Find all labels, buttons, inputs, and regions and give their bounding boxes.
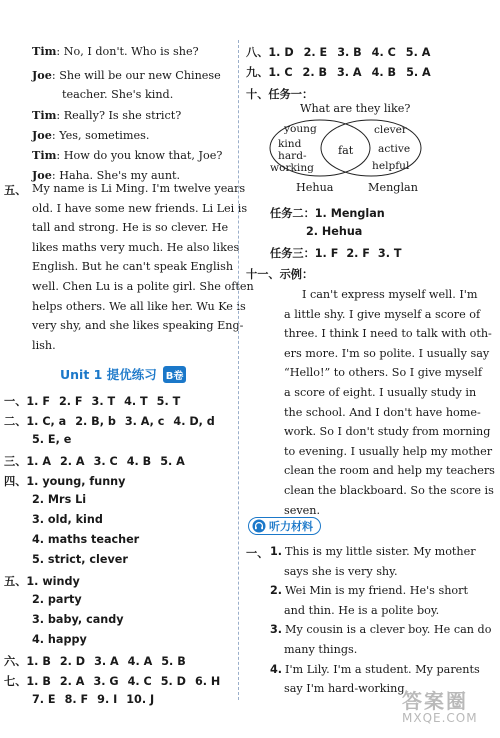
essay-line: a little shy. I give myself a score of (284, 307, 481, 321)
essay-line: a score of eight. I usually study in (284, 386, 477, 399)
answer-item: 3. baby, candy (32, 613, 124, 626)
answer-row (246, 64, 431, 80)
answer-item: 4. happy (32, 633, 87, 646)
answer-item: 3. A (94, 655, 119, 668)
answer-item: 5. E, e (32, 433, 72, 446)
answer-item: 2. Mrs Li (32, 493, 87, 506)
task-label: 任务二： (270, 207, 315, 220)
venn-question: What are they like? (300, 102, 411, 115)
dialogue-line (32, 108, 181, 122)
listening-text: My cousin is a clever boy. He can do (285, 623, 492, 637)
answer-item: 2. F (346, 247, 370, 260)
answer-item: 1. C, a (26, 415, 67, 428)
listening-text: This is my little sister. My mother (285, 545, 476, 558)
section-ten (246, 86, 313, 102)
passage-line: helps others. We all like her. Wu Ke is (32, 299, 246, 313)
answer-item: 8. F (64, 693, 89, 706)
answer-item: 1. F (314, 247, 339, 260)
answer-item: 3. old, kind (32, 513, 103, 526)
dialogue-text: : No, I don't. Who is she? (56, 45, 199, 58)
listening-number: 3. (270, 623, 283, 637)
task-two (270, 205, 385, 221)
answer-item: 10. J (126, 693, 155, 706)
venn-center-word: fat (338, 144, 354, 157)
answer-item: 1. B (26, 675, 51, 688)
dialogue-line (32, 44, 199, 58)
speaker-name: Tim (32, 148, 57, 162)
answer-item: 9. I (97, 693, 118, 706)
answer-row (32, 693, 154, 706)
answer-row (4, 653, 186, 669)
answer-row (32, 613, 124, 626)
answer-row (32, 593, 82, 606)
dialogue-text: : She will be our new Chinese (51, 69, 221, 82)
watermark-url: MXQE.COM (402, 711, 478, 725)
essay-line: clean the blackboard. So the score is (284, 484, 494, 497)
venn-left-ellipse (270, 120, 370, 176)
speaker-name: Joe (32, 68, 52, 82)
venn-right-word: active (378, 143, 411, 155)
answer-item: 4. D, d (173, 415, 215, 428)
listening-line (284, 643, 357, 656)
dialogue-line (32, 128, 149, 142)
section-marker: 十、 (246, 88, 269, 101)
answer-row (32, 553, 128, 566)
listening-line (284, 682, 408, 695)
answer-item: 1. A (26, 455, 51, 468)
essay-line: the school. And I don't have home- (284, 405, 481, 419)
dialogue-text: : How do you know that, Joe? (56, 149, 223, 162)
answer-item: 2. Hehua (306, 225, 363, 238)
answer-item: 1. D (268, 46, 294, 59)
answer-item: 7. E (32, 693, 56, 706)
answer-row (4, 573, 80, 589)
listening-number: 2. (270, 584, 283, 598)
listening-line (270, 545, 476, 558)
passage-line: well. Chen Lu is a polite girl. She often (32, 280, 254, 293)
section-marker: 四、 (4, 475, 27, 488)
essay-line: to evening. I usually help my mother (284, 444, 493, 458)
section-marker: 六、 (4, 655, 27, 668)
answer-item: 1. Menglan (314, 207, 385, 220)
venn-left-word: hard- (278, 150, 307, 162)
unit-heading-title: Unit 1 提优练习 (60, 367, 157, 382)
listening-line (284, 604, 439, 617)
answer-item: 2. A (59, 455, 85, 468)
answer-item: 1. windy (26, 575, 80, 588)
answer-row (32, 513, 103, 526)
passage-line: likes maths very much. He also likes (32, 240, 240, 254)
listening-text: say I'm hard-working. (284, 682, 409, 696)
answer-item: 4. B (371, 66, 397, 79)
section-marker: 十一、 (246, 268, 280, 281)
answer-item: 5. D (160, 675, 186, 688)
answer-item: 5. A (405, 46, 431, 59)
unit-heading (60, 365, 186, 383)
answer-item: 1. B (26, 655, 51, 668)
section-marker: 二、 (4, 415, 27, 428)
essay-line: work. So I don't study from morning (284, 425, 491, 439)
venn-left-word: working (270, 162, 314, 174)
speaker-name: Joe (32, 128, 52, 142)
answer-item: 4. B (126, 455, 152, 468)
passage-line: My name is Li Ming. I'm twelve years (32, 182, 246, 195)
listening-line (284, 565, 398, 578)
answer-item: 6. H (194, 675, 221, 688)
answer-item: 4. maths teacher (32, 533, 140, 546)
section-marker: 八、 (246, 46, 269, 59)
task-label: 示例： (279, 268, 314, 281)
answer-item: 4. T (124, 395, 148, 408)
passage-line: very shy, and she likes speaking Eng- (32, 319, 244, 333)
answer-item: 3. T (91, 395, 116, 408)
listening-material-title: 听力材料 (269, 520, 313, 533)
unit-badge: B卷 (163, 366, 187, 383)
dialogue-text: : Haha. She's my aunt. (51, 169, 181, 182)
task-label: 任务一： (268, 88, 314, 101)
passage-line: lish. (32, 338, 56, 352)
answer-item: 2. D (59, 655, 86, 668)
answer-item: 1. young, funny (26, 475, 126, 488)
answer-item: 4. A (127, 655, 153, 668)
listening-text: says she is very shy. (284, 564, 398, 578)
dialogue-line (62, 88, 173, 101)
answer-row (4, 453, 185, 469)
section-eleven (246, 266, 313, 282)
answer-item: 3. G (93, 675, 119, 688)
essay-line: ers more. I'm so polite. I usually say (284, 346, 490, 360)
answer-row (246, 44, 430, 60)
answer-item: 2. B, b (75, 415, 116, 428)
answer-item: 2. F (58, 395, 83, 408)
speaker-name: Joe (32, 168, 52, 182)
watermark (402, 690, 478, 724)
dialogue-line (32, 168, 180, 182)
venn-right-ellipse (321, 120, 421, 176)
dialogue-text: : Really? Is she strict? (56, 109, 182, 122)
answer-row (4, 393, 180, 409)
venn-diagram (268, 115, 448, 195)
answer-item: 1. F (26, 395, 50, 408)
passage-line: tall and strong. He is so clever. He (32, 221, 229, 235)
answer-item: 3. T (377, 247, 402, 260)
answer-item: 2. E (303, 46, 328, 59)
passage-line: old. I have some new friends. Li Lei is (32, 201, 248, 215)
answer-row (32, 433, 71, 446)
passage-line: English. But he can't speak English (32, 260, 234, 274)
section-marker: 一、 (246, 547, 269, 560)
answer-row (32, 533, 139, 546)
answer-item: 1. C (268, 66, 293, 79)
answer-row (4, 473, 125, 489)
answer-item: 5. A (406, 66, 431, 79)
venn-left-word: young (284, 123, 317, 135)
section-marker: 三、 (4, 455, 27, 468)
dialogue-line (32, 148, 222, 162)
listening-line (270, 623, 491, 636)
watermark-logo-text: 答案圈 (402, 689, 468, 713)
listening-line (270, 584, 468, 597)
answer-item: 2. B (302, 66, 327, 79)
venn-right-word: helpful (372, 160, 410, 172)
answer-item: 4. C (371, 46, 396, 59)
listening-number: 4. (270, 662, 283, 676)
answer-row (32, 633, 87, 646)
answer-row (32, 493, 86, 506)
task-label: 任务三： (270, 247, 315, 260)
answer-item: 5. B (161, 655, 186, 668)
listening-number: 1. (270, 545, 283, 558)
answer-item: 5. A (160, 455, 185, 468)
dialogue-text: : Yes, sometimes. (51, 129, 150, 142)
section-marker: 一、 (4, 395, 27, 408)
venn-left-word: kind (278, 138, 302, 150)
speaker-name: Tim (32, 108, 57, 122)
listening-line (270, 663, 480, 676)
essay-line: three. I think I need to talk with oth- (284, 327, 492, 341)
headphones-icon (252, 519, 266, 533)
listening-material-heading (248, 517, 321, 535)
essay-line: “Hello!” to others. So I give myself (284, 366, 482, 380)
dialogue-text: teacher. She's kind. (62, 88, 174, 101)
listening-text: many things. (284, 643, 358, 656)
answer-item: 3. A, c (124, 415, 165, 428)
dialogue-line (32, 68, 221, 82)
essay-line: I can't express myself well. I'm (302, 288, 478, 301)
answer-item: 2. A (59, 675, 85, 688)
answer-item: 5. T (156, 395, 181, 408)
column-divider (238, 40, 239, 700)
answer-item: 3. B (337, 46, 362, 59)
venn-right-word: clever (374, 124, 407, 136)
answer-item: 2. party (32, 593, 82, 606)
answer-item: 3. A (337, 66, 362, 79)
essay-line: seven. (284, 503, 321, 517)
listening-text: and thin. He is a polite boy. (284, 603, 440, 617)
answer-row (4, 673, 220, 689)
task-three (270, 245, 409, 261)
speaker-name: Tim (32, 44, 57, 58)
listening-text: Wei Min is my friend. He's short (285, 584, 468, 598)
section-marker: 五、 (4, 575, 27, 588)
section-marker: 九、 (246, 66, 269, 79)
venn-right-name: Menglan (368, 181, 418, 194)
section-marker: 七、 (4, 675, 27, 688)
answer-item: 3. C (93, 455, 118, 468)
answer-item: 5. strict, clever (32, 553, 128, 566)
answer-row (4, 413, 215, 429)
section-marker: 五、 (4, 184, 27, 197)
answer-item: 4. C (127, 675, 152, 688)
listening-text: I'm Lily. I'm a student. My parents (285, 662, 480, 676)
essay-line: clean the room and help my teachers (284, 464, 495, 478)
venn-left-name: Hehua (296, 181, 334, 194)
